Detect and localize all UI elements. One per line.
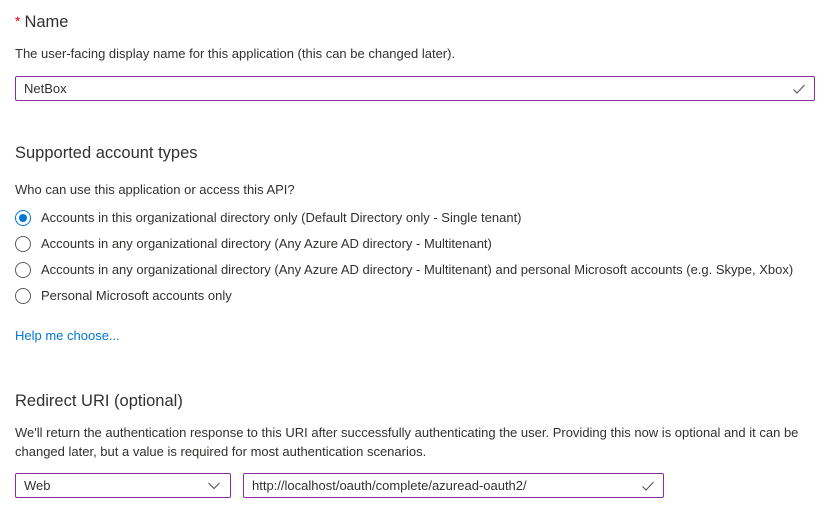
name-description: The user-facing display name for this application (this can be changed later). (15, 46, 456, 61)
radio-option-label: Accounts in any organizational directory (Any Azure AD directory - Multitenant) and personal Microsoft accounts (e.g. Skype, Xbox) (41, 262, 794, 277)
radio-button[interactable] (15, 236, 31, 252)
radio-option-multitenant-personal[interactable] (15, 257, 815, 283)
chevron-down-icon (207, 479, 221, 493)
account-types-title: Supported account types (15, 144, 198, 162)
required-asterisk: * (15, 13, 21, 29)
radio-option-label: Personal Microsoft accounts only (41, 288, 232, 303)
account-types-question: Who can use this application or access this API? (15, 182, 295, 197)
redirect-uri-row (15, 473, 815, 498)
radio-button[interactable] (15, 288, 31, 304)
help-me-choose-link[interactable]: Help me choose... (15, 328, 120, 343)
redirect-uri-description: We'll return the authentication response to this URI after successfully authenticating the user. Providing this now is optional and it can be changed later, but a value is required for most authentication scenarios. (15, 425, 799, 459)
name-input[interactable] (15, 76, 815, 101)
radio-button[interactable] (15, 210, 31, 226)
radio-option-personal-only[interactable] (15, 283, 815, 309)
radio-option-single-tenant[interactable] (15, 205, 815, 231)
redirect-uri-title: Redirect URI (optional) (15, 392, 183, 410)
radio-option-label: Accounts in this organizational directory only (Default Directory only - Single tenant) (41, 210, 522, 225)
account-types-radio-group (15, 205, 815, 309)
platform-select[interactable] (15, 473, 231, 498)
redirect-uri-input[interactable] (243, 473, 664, 498)
name-title-text: Name (24, 13, 69, 31)
radio-button[interactable] (15, 262, 31, 278)
redirect-uri-input-wrap (243, 473, 664, 498)
radio-option-label: Accounts in any organizational directory (Any Azure AD directory - Multitenant) (41, 236, 492, 251)
radio-option-multitenant[interactable] (15, 231, 815, 257)
name-input-wrap (15, 76, 815, 101)
name-section-title (15, 11, 815, 33)
platform-select-value: Web (24, 478, 51, 493)
